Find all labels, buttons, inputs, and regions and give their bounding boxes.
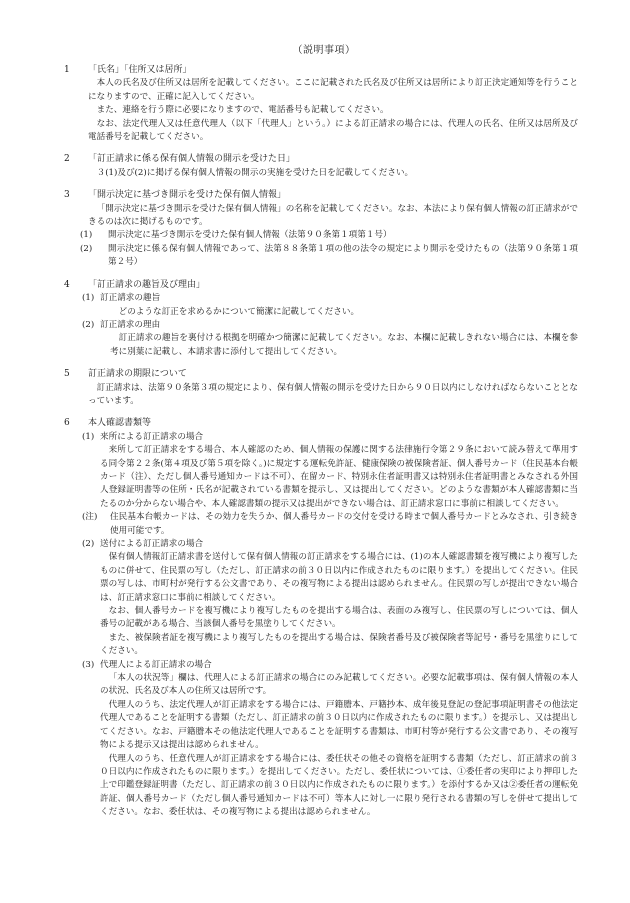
paragraph: どのような訂正を求めるかについて簡潔に記載してください。 bbox=[118, 306, 360, 317]
paragraph: また、連絡を行う際に必要になりますので、電話番号も記載してください。 bbox=[96, 105, 389, 116]
section-title: 「訂正請求の趣旨及び理由」 bbox=[88, 279, 206, 290]
section-5 bbox=[64, 368, 578, 408]
section-title: 「訂正請求に係る保有個人情報の開示を受けた日」 bbox=[88, 154, 296, 165]
list-item-text: 開示決定に係る保有個人情報であって、法第８８条第１項の他の法令の規定により開示を受けたもの（法第９０条第１項第２号） bbox=[108, 243, 578, 268]
paragraph: ３(1)及び(2)に掲げる保有個人情報の開示の実施を受けた日を記載してください。 bbox=[96, 167, 414, 178]
section-6 bbox=[64, 417, 578, 819]
paragraph: 「開示決定に基づき開示を受けた保有個人情報」の名称を記載してください。なお、本法により保有個人情報の訂正請求ができるのは次に掲げるものです。 bbox=[88, 203, 578, 228]
section-1-heading bbox=[64, 64, 578, 77]
section-2-heading bbox=[64, 153, 578, 166]
section-4 bbox=[64, 279, 578, 359]
section-number: 3 bbox=[64, 190, 70, 201]
paragraph: また、被保険者証を複写機により複写したものを提出する場合は、保険者番号及び被保険者等記号・番号を黒塗りにしてください。 bbox=[100, 632, 578, 657]
subsection-title: 訂正請求の理由 bbox=[100, 319, 161, 330]
paragraph: 訂正請求は、法第９０条第３項の規定により、保有個人情報の開示を受けた日から９０日以内にしなければならないこととなっています。 bbox=[88, 382, 578, 406]
list-marker: (1) bbox=[82, 293, 95, 304]
paragraph: なお、個人番号カードを複写機により複写したものを提出する場合は、表面のみ複写し、住民票の写しについては、個人番号の記載がある場合、当該個人番号を黒塗りしてください。 bbox=[100, 606, 578, 630]
list-marker: (2) bbox=[82, 319, 95, 330]
section-5-heading bbox=[64, 368, 578, 381]
section-number: 2 bbox=[64, 154, 70, 165]
note bbox=[70, 511, 578, 538]
section-number: 6 bbox=[64, 418, 70, 429]
section-1 bbox=[64, 64, 578, 144]
paragraph: 来所して訂正請求をする場合、本人確認のため、個人情報の保護に関する法律施行令第２９条において読み替えて準用する同令第２２条(第４項及び第５項を除く。)に規定する運転免許証、健康保険の被保険者証、個人番号カード（住民基本台帳カード（注）、ただし個人番号通知カードは不可）、在留カード、特別永住者証明書又は特別永住者証明書とみなされる外国人登録証明書等の住所・氏名が記載されている書類を提示し、又は提出してください。どのような書類が本人確認書類に当たるのか分からない場合や、本人確認書類の提示又は提出ができない場合は、訂正請求窓口に事前に相談してください。 bbox=[100, 445, 578, 509]
subsection-title: 来所による訂正請求の場合 bbox=[100, 431, 204, 442]
list-item-text: 開示決定に基づき開示を受けた保有個人情報（法第９０条第１項第１号） bbox=[108, 230, 392, 241]
subsection-heading bbox=[70, 538, 578, 551]
section-3-heading bbox=[64, 189, 578, 202]
section-number: 4 bbox=[64, 279, 70, 290]
section-6-heading bbox=[64, 417, 578, 430]
section-number: 5 bbox=[64, 369, 70, 380]
subsection-title: 訂正請求の趣旨 bbox=[100, 293, 161, 304]
paragraph: 本人の氏名及び住所又は居所を記載してください。ここに記載された氏名及び住所又は居所により訂正決定通知等を行うことになりますので、正確に記入してください。 bbox=[88, 78, 578, 102]
list-marker: (3) bbox=[82, 659, 95, 670]
paragraph: なお、法定代理人又は任意代理人（以下「代理人」という。）による訂正請求の場合には、代理人の氏名、住所又は居所及び電話番号を記載してください。 bbox=[88, 118, 578, 143]
note-text: 住民基本台帳カードは、その効力を失うか、個人番号カードの交付を受ける時まで個人番号カードとみなされ、引き続き使用可能です。 bbox=[110, 512, 578, 536]
section-number: 1 bbox=[64, 65, 70, 75]
note-marker: (注) bbox=[82, 512, 98, 523]
list-marker: (1) bbox=[82, 431, 95, 442]
paragraph: 訂正請求の趣旨を裏付ける根拠を明確かつ簡潔に記載してください。なお、本欄に記載しきれない場合には、本欄を参考に別葉に記載し、本請求書に添付して提出してください。 bbox=[110, 333, 578, 357]
paragraph: 代理人のうち、法定代理人が訂正請求をする場合には、戸籍謄本、戸籍抄本、成年後見登記の登記事項証明書その他法定代理人であることを証明する書類（ただし、訂正請求の前３０日以内に作成されたものに限ります。）を提示し、又は提出してください。なお、戸籍謄本その他法定代理人であることを証明する書類は、市町村等が発行する公文書であり、その複写物による提示又は提出は認められません。 bbox=[100, 699, 578, 751]
paragraph: 「本人の状況等」欄は、代理人による訂正請求の場合にのみ記載してください。必要な記載事項は、保有個人情報の本人の状況、氏名及び本人の住所又は居所です。 bbox=[100, 673, 578, 697]
page-title: （説明事項） bbox=[292, 45, 356, 56]
list-marker: (2) bbox=[82, 539, 95, 549]
section-title: 訂正請求の期限について bbox=[88, 369, 187, 380]
list-item bbox=[70, 243, 578, 270]
subsection-heading bbox=[70, 431, 578, 444]
subsection-title: 送付による訂正請求の場合 bbox=[100, 539, 204, 549]
subsection-heading bbox=[70, 319, 578, 332]
subsection-heading bbox=[70, 292, 578, 305]
section-3 bbox=[64, 189, 578, 269]
section-2 bbox=[64, 153, 578, 180]
list-marker: (1) bbox=[80, 230, 93, 241]
paragraph: 保有個人情報訂正請求書を送付して保有個人情報の訂正請求をする場合には、(1)の本人確認書類を複写機により複写したものに併せて、住民票の写し（ただし、訂正請求の前３０日以内に作成されたものに限ります。）を提出してください。住民票の写しは、市町村が発行する公文書であり、その複写物による提出は認められません。住民票の写しが提出できない場合は、訂正請求窓口に事前に相談してください。 bbox=[100, 552, 578, 603]
section-title: 本人確認書類等 bbox=[88, 418, 152, 429]
list-marker: (2) bbox=[80, 243, 93, 254]
subsection-heading bbox=[70, 659, 578, 672]
section-title: 「開示決定に基づき開示を受けた保有個人情報」 bbox=[88, 190, 287, 201]
section-4-heading bbox=[64, 279, 578, 292]
section-title: 「氏名」「住所又は居所」 bbox=[88, 65, 192, 75]
list-item bbox=[70, 229, 578, 242]
paragraph: 代理人のうち、任意代理人が訂正請求をする場合には、委任状その他その資格を証明する書類（ただし、訂正請求の前３０日以内に作成されたものに限ります。）を提出してください。ただし、委任状については、①委任者の実印により押印した上で印鑑登録証明書（ただし、訂正請求の前３０日以内に作成されたものに限ります。）を添付するか又は②委任者の運転免許証、個人番号カード（ただし個人番号通知カードは不可）等本人に対し一に限り発行される書類の写しを併せて提出してください。なお、委任状は、その複写物による提出は認められません。 bbox=[100, 753, 578, 818]
subsection-title: 代理人による訂正請求の場合 bbox=[100, 659, 212, 670]
